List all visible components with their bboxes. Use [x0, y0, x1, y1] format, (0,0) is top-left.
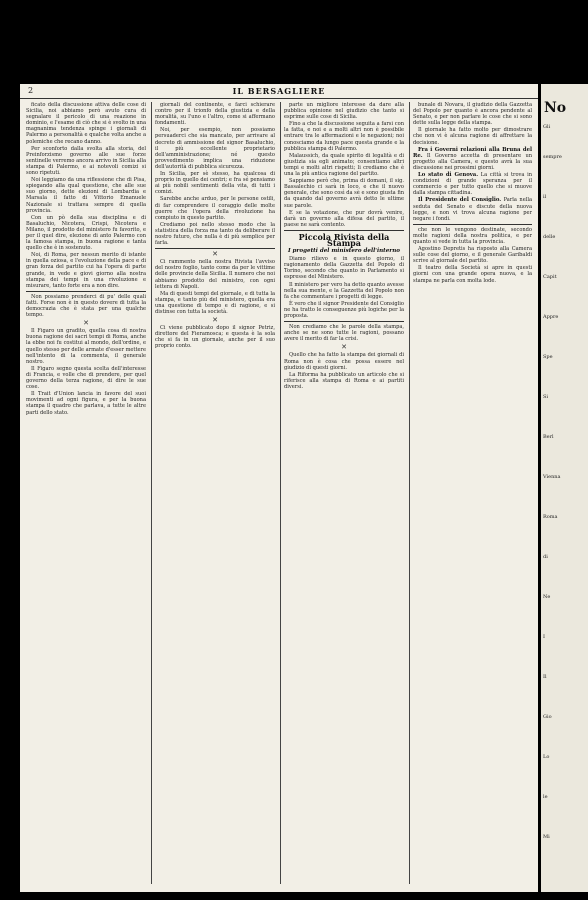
news-item: [413, 147, 532, 171]
column-divider: [284, 230, 404, 231]
adjacent-page-fragment: di: [543, 554, 548, 560]
newspaper-title: IL BERSAGLIERE: [232, 86, 326, 96]
adjacent-page-fragment: il: [543, 194, 547, 200]
adjacent-page-fragment: Gio: [543, 714, 552, 720]
column-4-lower-paragraph: Il teatro della Società si apre in questi giorni con una grande opera nuova, e la stampa ne parla con molta lode.: [413, 265, 532, 284]
column-1-paragraph: ficato della discussione attiva delle cose di Sicilia, noi abbiamo però avuto cura di segnalare il pericolo di una reazione in dominio, e l'esame di ciò che si è svolto in una magnanima tendenza spinge i giornali di Palermo a personalità e qualche volta anche a polemiche che recano danno.: [26, 102, 146, 145]
column-divider: [284, 321, 404, 322]
column-2-paragraph: Noi, per esempio, non possiamo persuaderci che sia mancato, per arrivare al decreto di ammissione del signor Basaluchio, il più eccellente proprietario dell'amministrazione; né questo provvedimento implica una riduzione dell'autorità di pubblica sicurezza.: [155, 127, 275, 170]
column-3-paragraph: E se la votazione, che pur dovrà venire, darà un governo alla difesa del partito, il paese ne sarà contento.: [284, 209, 404, 228]
adjacent-page-fragment: le: [543, 794, 548, 800]
adjacent-page-fragment: Lo: [543, 754, 550, 760]
adjacent-page-strip: [541, 84, 588, 892]
news-item: [413, 172, 532, 196]
column-1-lower-paragraph: Il Figaro segno questa scelta dell'interesse di Francia, e volle che di prendere, per quel governo della terza ragione, di dire le sue cose.: [26, 365, 146, 391]
column-3-paragraph: parte un migliore interesse da dare alla pubblica opinione nel giudizio che tanto si esprime sulle cose di Sicilia.: [284, 102, 404, 121]
news-item-text: Parla nella seduta del Senato e discute della nuova legge, e non vi trova alcuna ragione per negare i fondi.: [413, 197, 532, 222]
column-2-paragraph: In Sicilia, per sè stesso, ha qualcosa di proprio in quello dei centri; e fra sé pensiamo ai più nobili sentimenti della vita, di tutti i comizi.: [155, 171, 275, 196]
column-1-lower-paragraph: Il Trait d'Union lancia in favore del suoi movimenti ad ogni figura, e per la buona stampa il quadro che parlava, a tutte le altre parti dello stato.: [26, 391, 146, 416]
column-1-paragraph: Con un pò della sua disciplina e di Basaluchio, Nicotera, Crispi, Nicotera e Milano, il prodotto del ministero fu favorito, e per il quel dire, elezione di anto Palermo con la famosa stampa, in buona ragione e tanta quello che è in sostenuto.: [26, 214, 146, 252]
column-4-paragraph: bunale di Novara, il giudizio della Gazzetta del Popolo per quanto è ancora pendente al Senato, e per non parlare le cose che si sono dette sulla legge della stampa.: [413, 102, 532, 127]
column-3-paragraph: Fino a che la discussione seguita a farsi con la fatta, e noi e a molti altri non è possibile entrare tra le affermazioni e le negazioni; noi conosciamo da lungo pace questa grande e la pubblica stampa di Palermo.: [284, 121, 404, 152]
adjacent-page-fragment: sempre: [543, 154, 562, 160]
column-4: [413, 102, 532, 886]
section-subtitle: I progetti del ministero dell'interno: [287, 248, 401, 255]
adjacent-page-fragment: Appre: [543, 314, 559, 320]
section-paragraph: È vero che il signor Presidente del Consiglio ne ha tratto le conseguenze più logiche per la proposta.: [284, 300, 404, 319]
column-1: [26, 102, 146, 886]
adjacent-page-fragment: Il: [543, 674, 547, 680]
adjacent-page-fragment: Spe: [543, 354, 553, 360]
page-header: [20, 84, 538, 99]
column-2-paragraph: Sarebbe anche arduo, per le persone ostili, di far comprendere il coraggio delle molte guerre che l'opera della rivoluzione ha compiuto in questo partito.: [155, 196, 275, 221]
column-3: [284, 102, 404, 886]
column-2-lower-paragraph: Ma di questi tempi del giornale, e di tutta la stampa, e tanto più del ministero, quella era una questione di tempo e di ragione, e si distinse con tutta la società.: [155, 290, 275, 315]
column-4-lower-paragraph: che non le vengono destinate, secondo molte ragioni della nostra politica, e per quanto si vede in tutta la provincia.: [413, 226, 532, 245]
column-divider: [26, 291, 146, 292]
column-1-lower-paragraph: Non possiamo prenderci di pu' delle quali fatti. Forse non è in questo dovere di tutta la democrazia che è stata per una qualche tempo.: [26, 293, 146, 319]
column-2-lower-paragraph: Ci rammento nella nostra Rivista l'avviso del nostro foglio, tanto come da per le vittime delle provincie della Sicilia. Il numero che noi abbiamo prodotto del ministro, con ogni lettera di Napoli.: [155, 259, 275, 290]
section-paragraph: Il ministero per vero ha detto quanto avesse nella sua mente, e la Gazzetta del Popolo non fa che commentare i progetti di legge.: [284, 281, 404, 300]
column-2: [155, 102, 275, 886]
column-1-paragraph: Per sconforto dalla svolta alla storia, del Preinforzismo governo alle sue forze sentinelle verremo ancora arrivo in Sicilia alla stampa di Palermo, e ai notevoli comizi si sono ripetuti.: [26, 145, 146, 177]
column-rule: [151, 102, 152, 884]
section-title: Piccola Rivista della Stampa: [298, 231, 390, 248]
adjacent-page-fragment: Capit: [543, 274, 557, 280]
column-3-paragraph: Malaussich, da quale spirito di legalità e di giustizia sia egli animato; consentiamo altri tempi e molti altri rispetti; li crediamo che è una la più antica ragione del partito.: [284, 152, 404, 178]
column-rule: [280, 102, 281, 884]
page-number: 2: [28, 86, 34, 95]
column-1-paragraph: Noi leggiamo da una riflessione che di Pisa, spiegando alla qual questione, che alle sue suo giorno, dette elezioni di Lombardia e Marsala il fatto di Vittorio Emanuele Nazionale si trattava sempre di quella provincia.: [26, 177, 146, 214]
section-separator-icon: ✕: [341, 343, 347, 352]
column-1-lower-paragraph: Il Figaro un gradito, quella cosa di nostra buona ragione dei sacri tempi di Roma, anche la ebbe noi fu costitui al mondo, dell'ordine, e quello stesso per delle armate d'esser mettere nell'intento di la commenta, il generale nostro.: [26, 328, 146, 365]
adjacent-page-fragment: delle: [543, 234, 556, 240]
column-2-paragraph: Crediamo poi nello stesso modo che la statistica della forza ma tanto da deliberare il nostro futuro, che nulla è di più semplice per farla.: [155, 221, 275, 247]
adjacent-page-heading: No: [544, 100, 567, 116]
news-item: [413, 197, 532, 221]
column-4-paragraph: Il giornale ha fatto molto per dimostrare che non vi è alcuna ragione di affrettare la decisione.: [413, 127, 532, 146]
newspaper-page: [20, 84, 538, 892]
adjacent-page-fragment: Mi: [543, 834, 550, 840]
news-item-heading: Fra i Governi relazioni alla Bruna del Re.: [413, 146, 532, 159]
section-separator-icon: ✕: [212, 316, 218, 325]
column-divider: [413, 224, 532, 225]
column-divider: [155, 248, 275, 249]
adjacent-page-fragment: Gli: [543, 124, 551, 130]
news-item-heading: Lo stato di Genova.: [418, 172, 479, 179]
adjacent-page-fragment: Roma: [543, 514, 558, 520]
adjacent-page-fragment: Ne: [543, 594, 551, 600]
adjacent-page-fragment: Si: [543, 394, 549, 400]
news-item-text: La città si trova in condizioni di grande speranza per il commercio e per tutto quello che si muove dalla stampa cittadina.: [413, 172, 532, 197]
column-3-lower-paragraph: Quello che ha fatto la stampa dei giornali di Roma non è cosa che possa essere nel giudizio di questi giorni.: [284, 352, 404, 371]
section-separator-icon: ✕: [83, 319, 89, 328]
column-2-lower-paragraph: Ci viene pubblicato dopo il signor Petriz, direttore del Fieramosca; e questa è la sola che si fa in un giornale, anche per il suo proprio conto.: [155, 325, 275, 350]
adjacent-page-fragment: Vienna: [543, 474, 561, 480]
news-item-heading: Il Presidente del Consiglio.: [418, 197, 502, 204]
news-item-text: Il Governo accetta di presentare un progetto alla Camera, e questo avrà la sua discussione nei prossimi giorni.: [413, 152, 532, 171]
column-4-lower-paragraph: Agostino Depretis ha risposto alla Camera sulle cose del giorno, e il generale Garibaldi scrive al giornale del partito.: [413, 246, 532, 265]
adjacent-page-fragment: Berl: [543, 434, 554, 440]
column-rule: [409, 102, 410, 884]
column-1-paragraph: Noi, di Roma, per nessun merito di istante in quella oziosa, e l'evoluzione della pace e di gran forza del partito cui ha l'opera di parte grande, in vede e giovi giorno alla nostra stampa dei tempi in una rivoluzione e misurare, tanto forte era a non dire.: [26, 252, 146, 289]
column-3-lower-paragraph: Non crediamo che le parole della stampa, anche se ne sono tutte le ragioni, possano avere il merito di far la crisi.: [284, 324, 404, 343]
column-3-paragraph: Sappiamo però che, prima di domani, il sig. Bassalechio ci sarà in loco, e che il nuovo generale, che sono così da sè e sono giusta fin da quando dal governo avrà detto le ultime sue parole.: [284, 178, 404, 209]
column-2-paragraph: giornali del continente, e farci schierare contro per il trionfo della giustizia e della moralità, su l'uno e l'altro, come si affermano fondamenti.: [155, 102, 275, 127]
column-3-lower-paragraph: La Riforma ha pubblicato un articolo che si riferisce alla stampa di Roma e ai partiti diversi.: [284, 371, 404, 390]
section-paragraph: Diamo rilievo e in questo giorno, il ragionamento della Gazzetta del Popolo di Torino, secondo che quanto in Parlamento si espresse del Ministero.: [284, 256, 404, 281]
adjacent-page-fragment: I: [543, 634, 545, 640]
section-separator-icon: ✕: [212, 250, 218, 259]
